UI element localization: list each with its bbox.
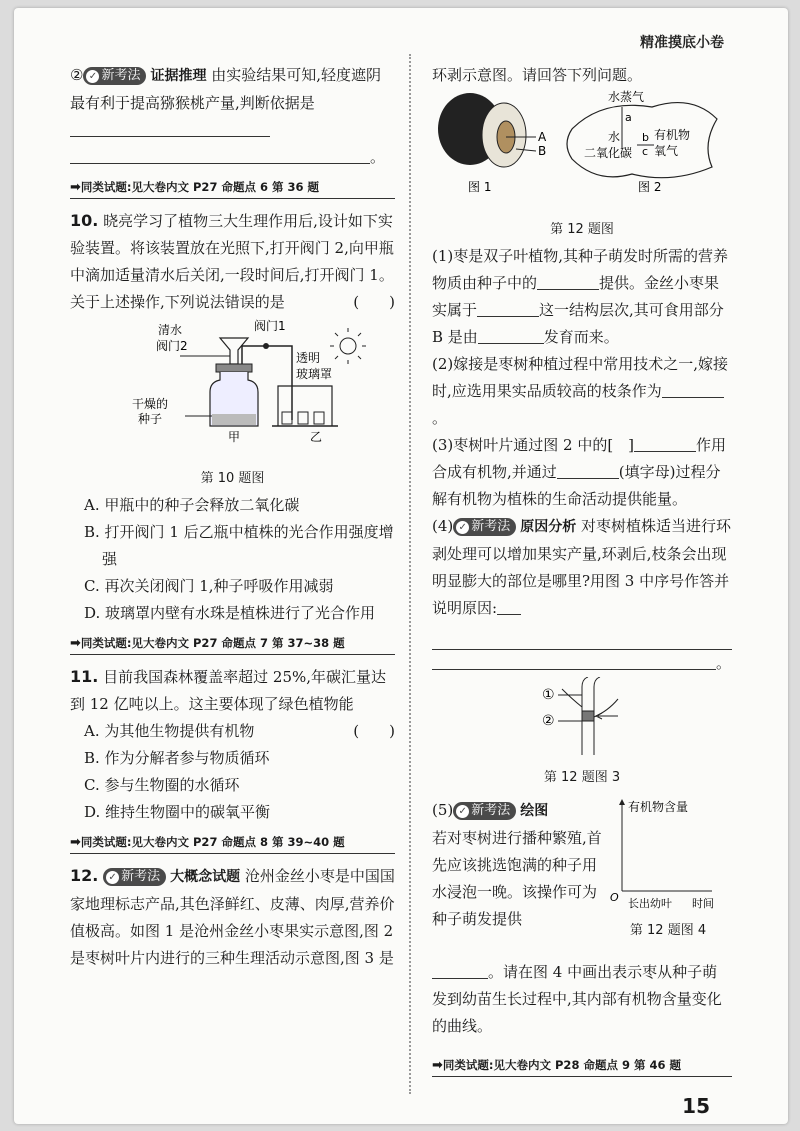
left-column bbox=[70, 62, 395, 972]
figure-caption: 第 12 题图 bbox=[550, 222, 614, 237]
svg-text:氧气: 氧气 bbox=[654, 144, 679, 158]
option-c[interactable]: C. 再次关闭阀门 1,种子呼吸作用减弱 bbox=[84, 577, 334, 595]
svg-text:b: b bbox=[642, 131, 649, 144]
svg-text:a: a bbox=[625, 111, 632, 124]
svg-text:c: c bbox=[642, 145, 649, 158]
answer-line[interactable]: 。 bbox=[432, 650, 732, 677]
question-12: 12. ✓ 新考法 大概念试题 沧州金丝小枣是中国国家地理标志产品,其色泽鲜红、皮薄、肉厚,营养价值极高。如图 1 是沧州金丝小枣果实示意图,图 2 是枣树叶片内进行的三种生理活动示意图,图 3 是 bbox=[70, 866, 395, 967]
fig-label-fig1: 图 1 bbox=[468, 180, 492, 194]
arrow-icon: ➡ bbox=[70, 180, 81, 195]
similar-question-note: ➡同类试题:见大卷内文 P28 命题点 9 第 46 题 bbox=[432, 1055, 732, 1077]
lightbulb-icon: ✓ bbox=[86, 70, 99, 83]
fig-label-seed1: 干燥的 bbox=[132, 397, 169, 411]
svg-text:A: A bbox=[538, 130, 547, 144]
figure-q12-graph[interactable] bbox=[608, 797, 732, 917]
figure-caption: 第 12 题图 4 bbox=[629, 923, 707, 938]
new-method-tag: ✓ 新考法 bbox=[103, 868, 166, 886]
option-c[interactable]: C. 参与生物圈的水循环 bbox=[84, 776, 240, 794]
svg-text:二氧化碳: 二氧化碳 bbox=[584, 146, 633, 160]
similar-question-note: ➡同类试题:见大卷内文 P27 命题点 6 第 36 题 bbox=[70, 177, 395, 199]
svg-text:水蒸气: 水蒸气 bbox=[608, 90, 645, 104]
option-a[interactable]: A. 为其他生物提供有机物 bbox=[84, 722, 255, 740]
sub-question-5-cont: 。请在图 4 中画出表示枣从种子萌发到幼苗生长过程中,其内部有机物含量变化的曲线。 bbox=[432, 963, 722, 1035]
figure-caption: 第 10 题图 bbox=[200, 471, 265, 486]
svg-text:②: ② bbox=[542, 713, 555, 729]
right-column bbox=[432, 62, 732, 1085]
question-11: 11. 目前我国森林覆盖率超过 25%,年碳汇量达到 12 亿吨以上。这主要体现了绿色植物能 ( ) bbox=[70, 667, 395, 740]
option-d[interactable]: D. 维持生物圈中的碳氧平衡 bbox=[84, 803, 271, 821]
answer-blank[interactable] bbox=[70, 120, 270, 137]
fig-label-jia: 甲 bbox=[228, 430, 241, 444]
svg-text:长出幼叶: 长出幼叶 bbox=[628, 897, 672, 910]
new-method-tag: ✓ 新考法 bbox=[453, 518, 516, 536]
page-number: 15 bbox=[682, 1094, 710, 1118]
fig-label-fig2: 图 2 bbox=[638, 180, 662, 194]
new-method-tag: ✓ 新考法 bbox=[83, 67, 146, 85]
option-d[interactable]: D. 玻璃罩内壁有水珠是植株进行了光合作用 bbox=[84, 604, 376, 622]
figure-caption: 第 12 题图 3 bbox=[543, 770, 621, 785]
question-9-2: ② ✓ 新考法 证据推理 由实验结果可知,轻度遮阴最有利于提高猕猴桃产量,判断依据是 bbox=[70, 62, 395, 144]
sun-icon bbox=[340, 338, 356, 354]
option-b[interactable]: B. 打开阀门 1 后乙瓶中植株的光合作用强度增强 bbox=[84, 523, 394, 568]
answer-line[interactable]: 。 bbox=[70, 144, 395, 171]
svg-text:时间: 时间 bbox=[692, 897, 714, 910]
lightbulb-icon: ✓ bbox=[106, 871, 119, 884]
similar-question-note: ➡同类试题:见大卷内文 P27 命题点 8 第 39~40 题 bbox=[70, 832, 395, 854]
question-10: 10. 晓亮学习了植物三大生理作用后,设计如下实验装置。将该装置放在光照下,打开阀门 2,向甲瓶中滴加适量清水后关闭,一段时间后,打开阀门 1。关于上述操作,下列说法错误的是 ( ) bbox=[70, 211, 395, 311]
question-12-continued: 环剥示意图。请回答下列问题。 bbox=[432, 66, 643, 84]
sub-question-5-block bbox=[432, 791, 732, 1035]
fig-label-yi: 乙 bbox=[310, 430, 323, 444]
fig-label-seed2: 种子 bbox=[138, 412, 163, 426]
svg-text:有机物: 有机物 bbox=[654, 128, 691, 142]
svg-text:O: O bbox=[610, 891, 619, 904]
svg-text:水: 水 bbox=[608, 130, 621, 144]
figure-q12-fruit-and-leaf bbox=[432, 89, 732, 207]
sub-question-2: (2)嫁接是枣树种植过程中常用技术之一,嫁接时,应选用果实品质较高的枝条作为。 bbox=[432, 355, 729, 427]
arrow-icon: ➡ bbox=[432, 1058, 443, 1073]
arrow-icon: ➡ bbox=[70, 835, 81, 850]
lightbulb-icon: ✓ bbox=[456, 521, 469, 534]
svg-text:B: B bbox=[538, 144, 547, 158]
answer-line[interactable] bbox=[432, 622, 732, 650]
figure-q12-ringing bbox=[432, 677, 732, 755]
sub-question-1: (1)枣是双子叶植物,其种子萌发时所需的营养物质由种子中的 提供。金丝小枣果实属于 这一结构层次,其可食用部分 B 是由 发育而来。 bbox=[432, 247, 729, 346]
header-brand: 精准摸底小卷 bbox=[640, 35, 724, 51]
sub-question-5: (5) ✓ 新考法 绘图 若对枣树进行播种繁殖,首先应该挑选饱满的种子用水浸泡一晚。该操作可为种子萌发提供 bbox=[432, 801, 602, 928]
fig-label-cover: 玻璃罩 bbox=[296, 367, 333, 381]
option-b[interactable]: B. 作为分解者参与物质循环 bbox=[84, 749, 270, 767]
arrow-icon: ➡ bbox=[70, 636, 81, 651]
sub-question-4: (4) ✓ 新考法 原因分析 对枣树植株适当进行环剥处理可以增加果实产量,环剥后,枝条会出现明显膨大的部位是哪里?用图 3 中序号作答并说明原因: bbox=[432, 517, 732, 617]
fig-label-valve2: 阀门2 bbox=[156, 339, 188, 353]
sub-question-3: (3)枣树叶片通过图 2 中的[ ] 作用合成有机物,并通过 (填字母)过程分解有机物为植株的生命活动提供能量。 bbox=[432, 436, 727, 508]
page bbox=[14, 8, 788, 1124]
new-method-tag: ✓ 新考法 bbox=[453, 802, 516, 820]
fig-label-valve1: 阀门1 bbox=[254, 319, 286, 333]
fig-label-transparent: 透明 bbox=[296, 351, 321, 365]
column-divider bbox=[409, 54, 411, 1094]
svg-text:有机物含量: 有机物含量 bbox=[628, 800, 689, 814]
fig-label-water: 清水 bbox=[158, 323, 183, 337]
figure-q10-apparatus bbox=[70, 316, 395, 456]
lightbulb-icon: ✓ bbox=[456, 805, 469, 818]
option-a[interactable]: A. 甲瓶中的种子会释放二氧化碳 bbox=[84, 496, 300, 514]
similar-question-note: ➡同类试题:见大卷内文 P27 命题点 7 第 37~38 题 bbox=[70, 633, 395, 655]
svg-text:①: ① bbox=[542, 687, 555, 703]
